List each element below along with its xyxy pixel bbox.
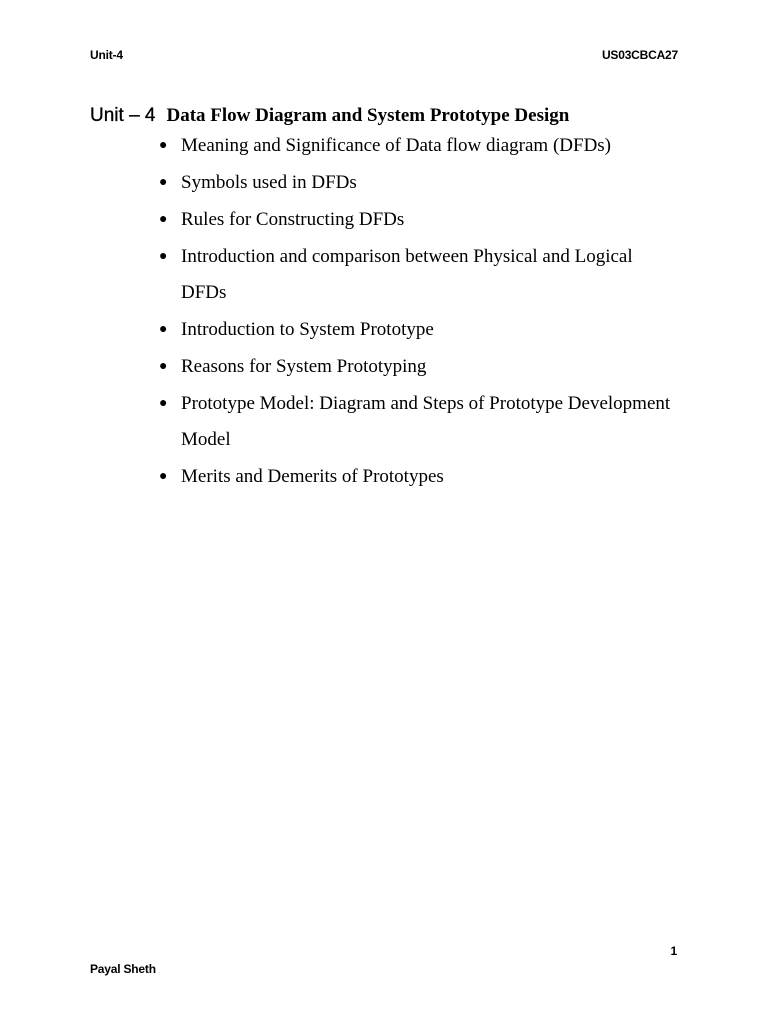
- list-item-text: Introduction to System Prototype: [181, 319, 434, 340]
- list-item-text: Merits and Demerits of Prototypes: [181, 466, 444, 487]
- title-text: Data Flow Diagram and System Prototype Design: [166, 105, 570, 126]
- list-item: [159, 459, 681, 495]
- bullet-icon: ●: [159, 469, 168, 484]
- bullet-icon: ●: [159, 138, 168, 153]
- list-item-text: Introduction and comparison between Physical and Logical DFDs: [181, 246, 633, 303]
- list-item-text: Symbols used in DFDs: [181, 172, 357, 193]
- page-title: [90, 92, 569, 129]
- page-number: 1: [670, 944, 677, 958]
- list-item-text: Rules for Constructing DFDs: [181, 209, 405, 230]
- bullet-icon: ●: [159, 359, 168, 374]
- list-item: [159, 128, 681, 164]
- list-item: [159, 165, 681, 201]
- topic-list: [159, 128, 681, 496]
- list-item: [159, 239, 681, 311]
- list-item-text: Prototype Model: Diagram and Steps of Prototype Development Model: [181, 393, 671, 450]
- footer-author: Payal Sheth: [90, 962, 156, 976]
- title-unit-prefix: Unit – 4: [90, 105, 156, 126]
- bullet-icon: ●: [159, 322, 168, 337]
- list-item: [159, 202, 681, 238]
- list-item-text: Reasons for System Prototyping: [181, 356, 427, 377]
- bullet-icon: ●: [159, 175, 168, 190]
- list-item: [159, 312, 681, 348]
- bullet-icon: ●: [159, 249, 168, 264]
- list-item: [159, 386, 681, 458]
- list-item: [159, 349, 681, 385]
- bullet-icon: ●: [159, 212, 168, 227]
- header-course-code: US03CBCA27: [601, 48, 678, 62]
- bullet-icon: ●: [159, 396, 168, 411]
- list-item-text: Meaning and Significance of Data flow diagram (DFDs): [181, 135, 612, 156]
- header-unit-label: Unit-4: [90, 48, 123, 62]
